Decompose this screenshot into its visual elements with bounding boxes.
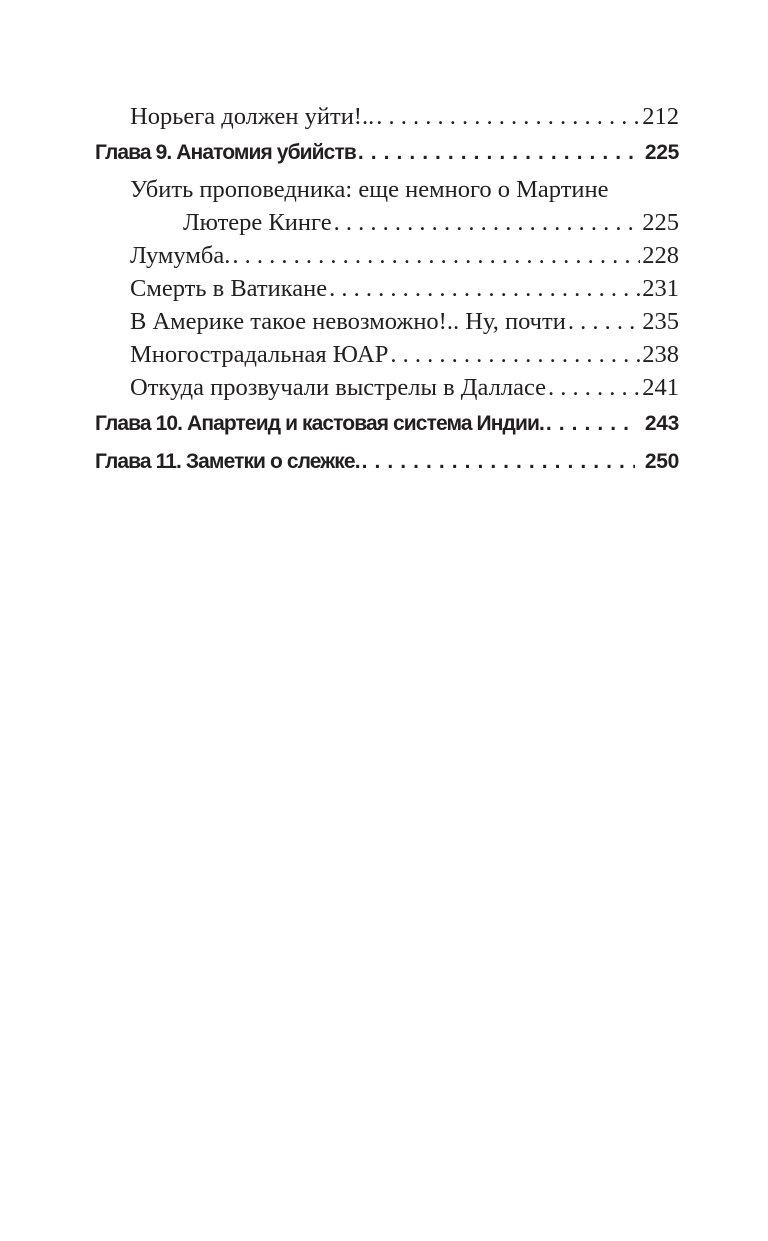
toc-entry-page: 231 [642,275,679,302]
dot-leader [390,338,640,371]
toc-entry-title-continued: Лютере Кинге [183,209,332,236]
dot-leader [548,371,640,404]
toc-entry-title: Убить проповедника: еще немного о Мартине [130,176,609,203]
dot-leader [362,444,635,480]
toc-entry-vatican [95,272,679,305]
toc-entry-title: Лумумба. [130,242,231,269]
toc-entry-page: 212 [642,103,679,130]
toc-chapter-page: 225 [644,141,679,164]
toc-entry-dallas [95,371,679,404]
toc-chapter-9 [95,135,679,171]
dot-leader [232,239,640,272]
toc-chapter-title: Глава 9. Анатомия убийств [95,141,356,164]
toc-chapter-page: 250 [644,450,679,473]
toc-entry-page: 238 [642,341,679,368]
toc-entry-king-line2 [95,206,679,239]
toc-chapter-title: Глава 11. Заметки о слежке. [95,450,360,473]
dot-leader [358,135,635,171]
toc-entry-lumumba [95,239,679,272]
toc-chapter-title: Глава 10. Апартеид и кастовая система Индии. [95,412,544,435]
toc-entry-title: Норьега должен уйти!.. [130,103,375,130]
toc-entry-page: 225 [642,209,679,236]
dot-leader [329,272,640,305]
toc-entry-title: Откуда прозвучали выстрелы в Далласе [130,374,546,401]
dot-leader [568,305,640,338]
toc-entry-page: 235 [642,308,679,335]
dot-leader [334,206,641,239]
toc-chapter-page: 243 [644,412,679,435]
toc-entry-page: 241 [642,374,679,401]
toc-entry-title: В Америке такое невозможно!.. Ну, почти [130,308,566,335]
toc-entry-noriega [95,100,679,133]
toc-chapter-10 [95,406,679,442]
toc-entry-america [95,305,679,338]
toc-entry-page: 228 [642,242,679,269]
toc-entry-title: Смерть в Ватикане [130,275,328,302]
toc-entry-south-africa [95,338,679,371]
dot-leader [376,100,640,133]
table-of-contents [95,100,679,482]
toc-chapter-11 [95,444,679,480]
toc-entry-king-line1 [95,173,679,206]
toc-entry-title: Многострадальная ЮАР [130,341,389,368]
dot-leader [546,406,635,442]
